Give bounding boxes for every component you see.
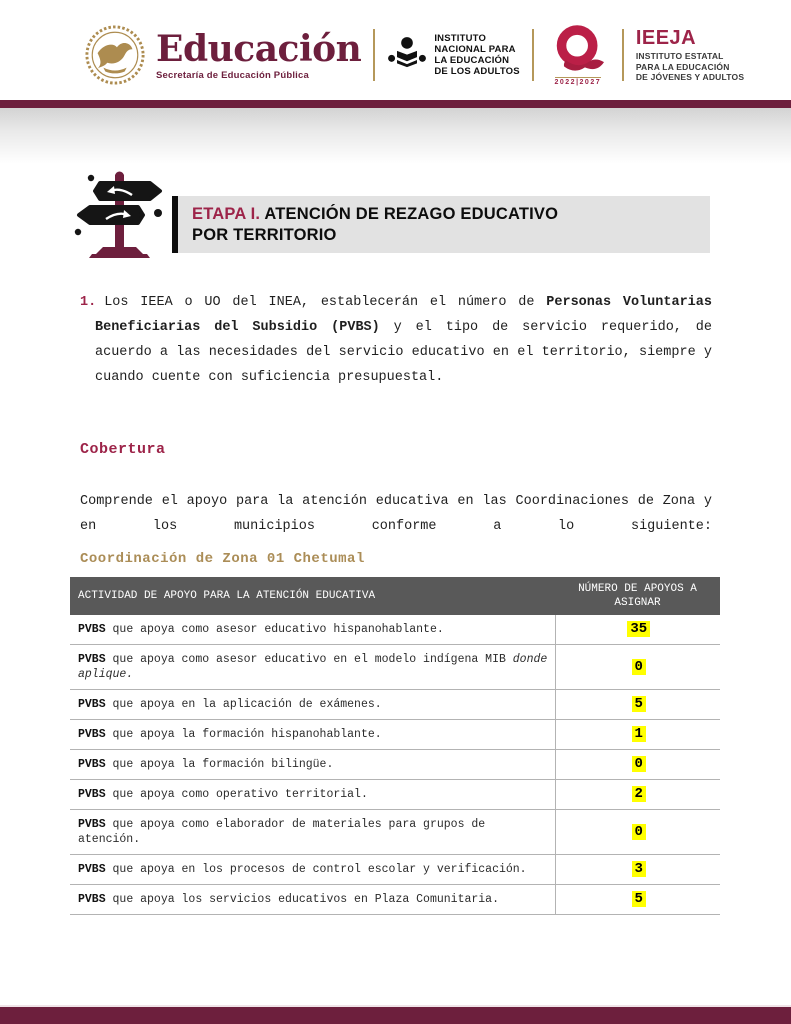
activity-cell: PVBS que apoya la formación hispanohablante.: [70, 720, 555, 750]
activity-cell: PVBS que apoya como operativo territorial.: [70, 780, 555, 810]
table-row: [70, 885, 720, 915]
header-shadow: [0, 108, 791, 164]
bottom-maroon-bar: [0, 1007, 791, 1024]
table-row: [70, 690, 720, 720]
ieeja-q-logo: [550, 24, 606, 86]
numbered-item-1: 1. Los IEEA o UO del INEA, establecerán el número de Personas Voluntarias Beneficiarias del Subsidio (PVBS) y el tipo de servicio requerido, de acuerdo a las necesidades del servicio educativo en el territorio, siempre y cuando cuente con suficiencia presupuestal.: [80, 295, 712, 385]
table-row: [70, 780, 720, 810]
highlighted-value: 2: [632, 786, 646, 802]
ieeja-years: 2022|2027: [554, 79, 602, 86]
value-cell: [555, 690, 720, 720]
highlighted-value: 0: [632, 756, 646, 772]
highlighted-value: 1: [632, 726, 646, 742]
banner-line1: ETAPA I. ATENCIÓN DE REZAGO EDUCATIVO: [192, 204, 559, 223]
table-header-row: [70, 577, 720, 615]
coverage-table: [70, 577, 720, 915]
highlighted-value: 0: [632, 824, 646, 840]
sep-logo: [84, 24, 361, 86]
highlighted-value: 5: [632, 696, 646, 712]
value-cell: [555, 885, 720, 915]
activity-cell: PVBS que apoya en los procesos de control escolar y verificación.: [70, 855, 555, 885]
value-cell: [555, 780, 720, 810]
activity-cell: PVBS que apoya la formación bilingüe.: [70, 750, 555, 780]
activity-cell: PVBS que apoya como asesor educativo hispanohablante.: [70, 615, 555, 645]
activity-cell: PVBS que apoya como elaborador de materiales para grupos de atención.: [70, 810, 555, 855]
header-divider: [622, 29, 624, 81]
ieeja-name: [636, 27, 744, 83]
table-row: [70, 615, 720, 645]
inea-reading-person-icon: [387, 35, 427, 75]
stage-banner: [178, 196, 710, 253]
ieeja-acronym: IEEJA: [635, 27, 697, 50]
value-cell: [555, 615, 720, 645]
activity-cell: PVBS que apoya los servicios educativos en Plaza Comunitaria.: [70, 885, 555, 915]
sep-subtitle: Secretaría de Educación Pública: [156, 69, 309, 81]
item-bold-text: Personas Voluntarias Beneficiarias del Subsidio (PVBS): [95, 295, 712, 335]
inea-name: INSTITUTO NACIONAL PARA LA EDUCACIÓN DE LOS ADULTOS: [434, 33, 520, 77]
inea-logo: [387, 33, 520, 77]
item-number: 1.: [80, 295, 97, 310]
coverage-intro: Comprende el apoyo para la atención educativa en las Coordinaciones de Zona y en los municipios conforme a lo siguiente:: [80, 494, 712, 534]
section-heading: Cobertura: [80, 441, 166, 458]
activity-column-header: ACTIVIDAD DE APOYO PARA LA ATENCIÓN EDUCATIVA: [70, 577, 555, 615]
stage-label: ETAPA I.: [192, 204, 261, 223]
table-row: [70, 810, 720, 855]
table-caption: Coordinación de Zona 01 Chetumal: [80, 551, 365, 567]
mexico-eagle-seal-icon: [84, 24, 146, 86]
top-maroon-bar: [0, 100, 791, 108]
value-cell: [555, 645, 720, 690]
value-cell: [555, 855, 720, 885]
value-cell: [555, 810, 720, 855]
highlighted-value: 5: [632, 891, 646, 907]
table-row: [70, 645, 720, 690]
ieeja-lines: INSTITUTO ESTATAL PARA LA EDUCACIÓN DE JÓVENES Y ADULTOS: [635, 51, 745, 83]
number-column-header: NÚMERO DE APOYOS A ASIGNAR: [555, 577, 720, 615]
activity-cell: PVBS que apoya como asesor educativo en el modelo indígena MIB donde aplique.: [70, 645, 555, 690]
highlighted-value: 3: [632, 861, 646, 877]
signpost-icon: [70, 167, 170, 261]
sep-wordmark: [156, 27, 362, 81]
header-divider: [373, 29, 375, 81]
logo-header: [84, 16, 751, 94]
activity-cell: PVBS que apoya en la aplicación de exámenes.: [70, 690, 555, 720]
table-row: [70, 720, 720, 750]
table-row: [70, 750, 720, 780]
highlighted-value: 35: [627, 621, 650, 637]
sep-title: Educación: [156, 27, 362, 70]
ieeja-q-icon: [550, 24, 606, 76]
banner-line2: POR TERRITORIO: [192, 225, 337, 244]
highlighted-value: 0: [632, 659, 646, 675]
header-divider: [532, 29, 534, 81]
table-row: [70, 855, 720, 885]
value-cell: [555, 720, 720, 750]
value-cell: [555, 750, 720, 780]
